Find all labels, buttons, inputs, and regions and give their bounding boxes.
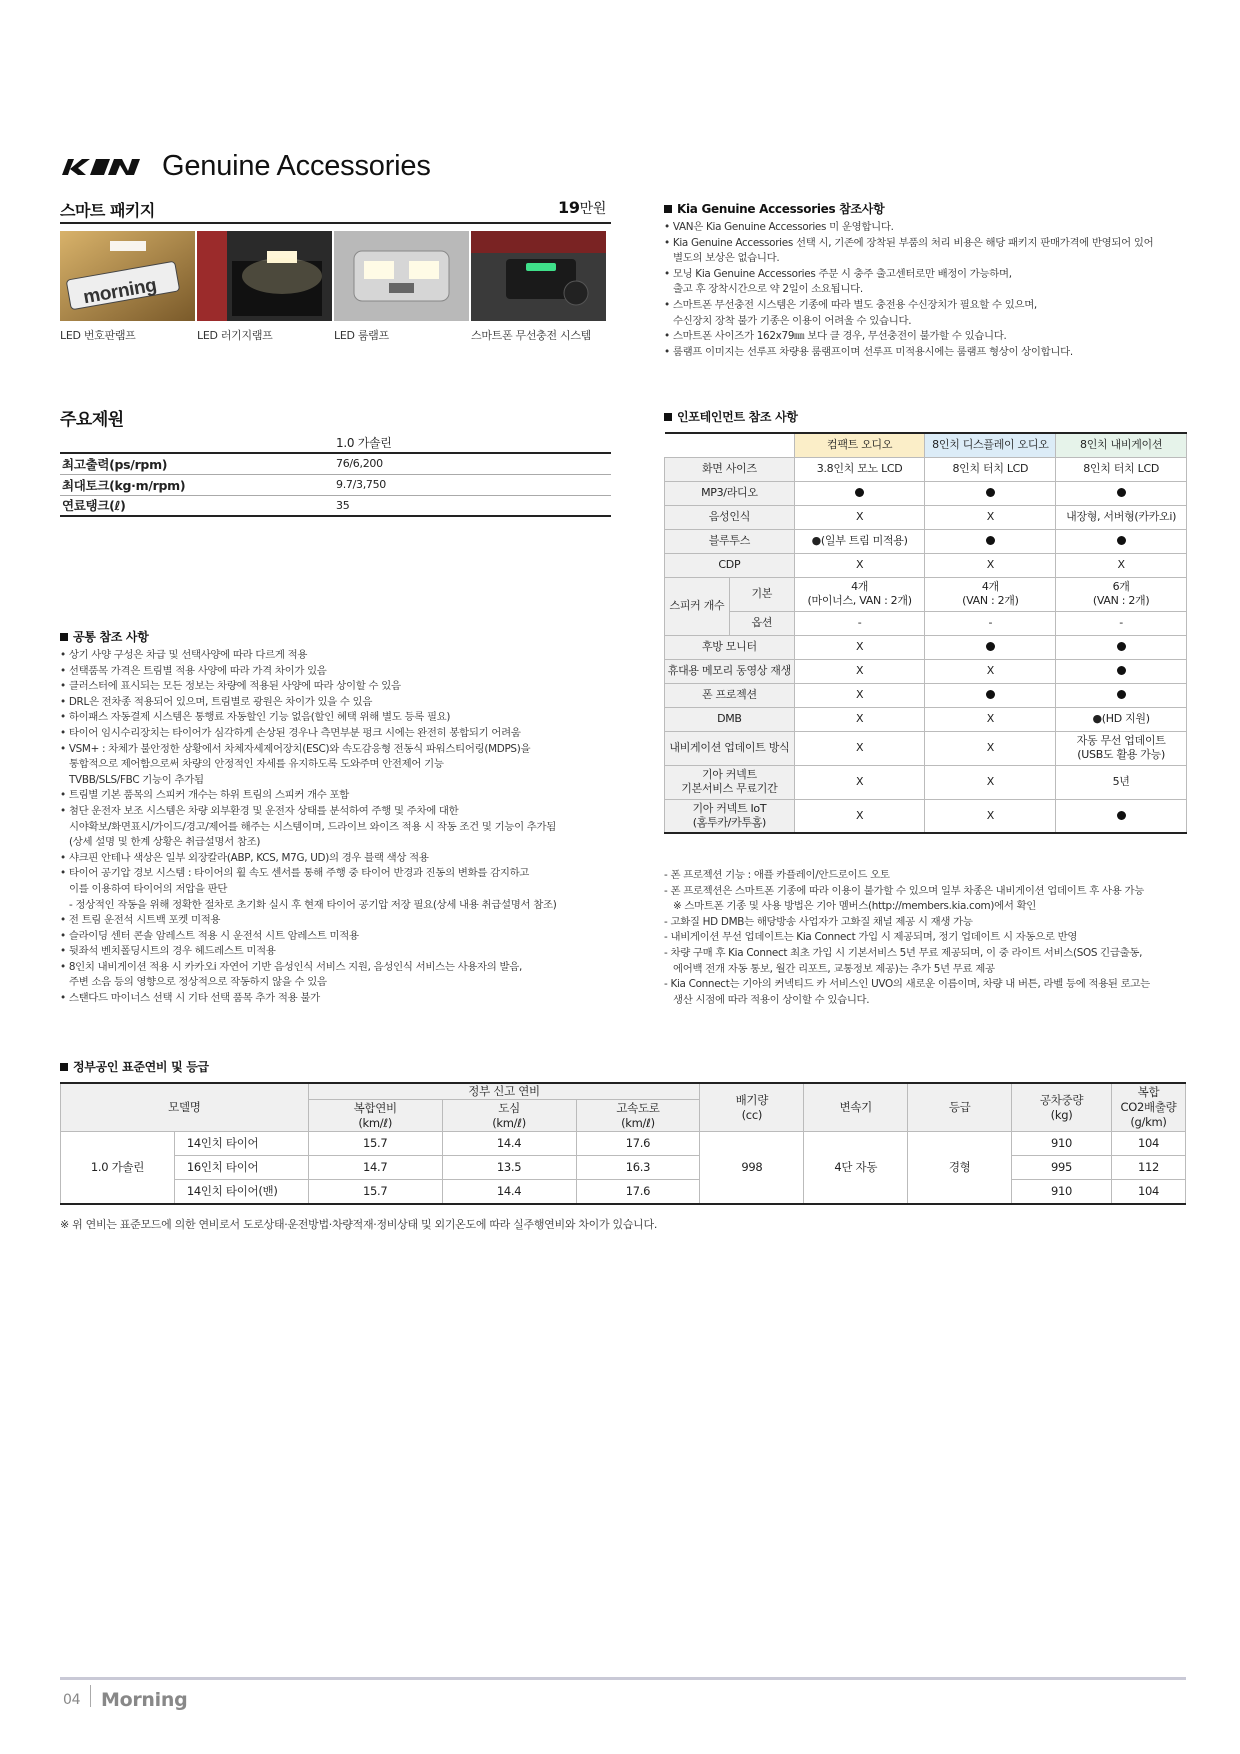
row-label: 음성인식 xyxy=(665,505,795,529)
note-line: - 차량 구매 후 Kia Connect 최초 가입 시 기본서비스 5년 무료 제공되며, 이 중 라이트 서비스(SOS 긴급출동, xyxy=(664,946,1143,959)
weight-cell: 910 xyxy=(1012,1180,1112,1204)
co2-cell: 104 xyxy=(1111,1132,1185,1156)
note-line: • 선택품목 가격은 트림별 적용 사양에 따라 가격 차이가 있음 xyxy=(60,664,327,677)
note-line: • 하이패스 자동결제 시스템은 통행료 자동할인 기능 없음(할인 혜택 위해 별도 등록 필요) xyxy=(60,711,451,724)
combined-cell: 15.7 xyxy=(308,1132,442,1156)
note-line: • 8인치 내비게이션 적용 시 카카오i 자연어 기반 음성인식 서비스 지원, 음성인식 서비스는 사용자의 발음, xyxy=(60,960,523,973)
spec-label: 연료탱크(ℓ) xyxy=(60,495,334,516)
wireless-charger-image-icon xyxy=(471,231,606,321)
co2-cell: 104 xyxy=(1111,1180,1185,1204)
feature-cell: X xyxy=(794,553,925,577)
feature-dot-cell xyxy=(1056,529,1187,553)
room-lamp-image-icon xyxy=(334,231,469,321)
feature-cell: 4개 (마이너스, VAN : 2개) xyxy=(794,577,925,611)
table-row xyxy=(665,635,1187,659)
fuel-title: 정부공인 표준연비 및 등급 xyxy=(60,1058,209,1075)
footer-model-name: Morning xyxy=(101,1689,188,1711)
kia-notes-list xyxy=(664,220,1153,360)
feature-cell: - xyxy=(925,611,1056,635)
note-line: 수신장치 장착 불가 기종은 이용이 어려울 수 있습니다. xyxy=(664,314,912,327)
feature-dot-cell xyxy=(1056,659,1187,683)
note-line: (상세 설명 및 한계 상황은 취급설명서 참조) xyxy=(60,836,261,849)
table-row xyxy=(665,577,1187,611)
note-line: • VAN은 Kia Genuine Accessories 미 운영합니다. xyxy=(664,221,894,233)
feature-dot-cell xyxy=(925,529,1056,553)
brand-header xyxy=(60,150,431,183)
row-label: 기아 커넥트 기본서비스 무료기간 xyxy=(665,765,795,799)
fuel-col-highway: 고속도로 (km/ℓ) xyxy=(576,1100,700,1132)
table-row xyxy=(665,611,1187,635)
kia-logo-icon xyxy=(60,155,148,179)
feature-cell: X xyxy=(925,799,1056,833)
fuel-col-weight: 공차중량 (kg) xyxy=(1012,1083,1112,1132)
price-number: 19 xyxy=(558,198,580,217)
row-sublabel: 옵션 xyxy=(729,611,794,635)
table-row xyxy=(61,1132,1186,1156)
feature-cell: 8인치 터치 LCD xyxy=(925,457,1056,481)
specs-table xyxy=(60,432,611,517)
page-title: Genuine Accessories xyxy=(162,150,431,182)
spec-label: 최대토크(kg·m/rpm) xyxy=(60,474,334,495)
highway-cell: 17.6 xyxy=(576,1132,700,1156)
table-row xyxy=(665,707,1187,731)
note-line: • 뒷좌석 벤치폴딩시트의 경우 헤드레스트 미적용 xyxy=(60,945,276,958)
row-label: 스피커 개수 xyxy=(665,577,730,635)
col-compact-audio: 컴팩트 오디오 xyxy=(794,433,925,457)
bullet-dot-icon xyxy=(986,690,995,699)
row-label: 휴대용 메모리 동영상 재생 xyxy=(665,659,795,683)
feature-dot-cell xyxy=(1056,683,1187,707)
infotainment-title: 인포테인먼트 참조 사항 xyxy=(664,408,798,425)
engine-cell: 1.0 가솔린 xyxy=(61,1132,175,1204)
combined-cell: 15.7 xyxy=(308,1180,442,1204)
note-line: • 타이어 임시수리장치는 타이어가 심각하게 손상된 경우나 측면부분 펑크 시에는 완전히 봉합되기 어려움 xyxy=(60,726,521,739)
feature-dot-cell xyxy=(1056,481,1187,505)
displacement-cell: 998 xyxy=(700,1132,804,1204)
tire-cell: 14인치 타이어(밴) xyxy=(174,1180,308,1204)
feature-cell: ●(일부 트림 미적용) xyxy=(794,529,925,553)
combined-cell: 14.7 xyxy=(308,1156,442,1180)
row-label: 화면 사이즈 xyxy=(665,457,795,481)
note-line: TVBB/SLS/FBC 기능이 추가됨 xyxy=(60,773,204,786)
grade-cell: 경형 xyxy=(908,1132,1012,1204)
table-row xyxy=(60,453,611,474)
common-notes-list xyxy=(60,648,556,1007)
transmission-cell: 4단 자동 xyxy=(804,1132,908,1204)
morning-badge: morning xyxy=(81,274,159,309)
highway-cell: 16.3 xyxy=(576,1156,700,1180)
row-label: 내비게이션 업데이트 방식 xyxy=(665,731,795,765)
note-line: • 상기 사양 구성은 차급 및 선택사양에 따라 다르게 적용 xyxy=(60,649,308,661)
feature-dot-cell xyxy=(925,635,1056,659)
table-row xyxy=(665,765,1187,799)
weight-cell: 910 xyxy=(1012,1132,1112,1156)
note-line: • 스마트폰 무선충전 시스템은 기종에 따라 별도 충전용 수신장치가 필요할 수 있으며, xyxy=(664,298,1037,311)
table-row xyxy=(665,457,1187,481)
row-sublabel: 기본 xyxy=(729,577,794,611)
note-line: - 내비게이션 무선 업데이트는 Kia Connect 가입 시 제공되며, 정기 업데이트 시 자동으로 반영 xyxy=(664,931,1078,944)
tire-cell: 16인치 타이어 xyxy=(174,1156,308,1180)
note-line: • 스마트폰 사이즈가 162x79㎜ 보다 클 경우, 무선충전이 불가할 수 있습니다. xyxy=(664,330,1007,343)
note-line: • 타이어 공기압 경보 시스템 : 타이어의 휠 속도 센서를 통해 주행 중 타이어 반경과 진동의 변화를 감지하고 xyxy=(60,867,530,880)
kia-notes-title: Kia Genuine Accessories 참조사항 xyxy=(664,200,884,217)
bullet-dot-icon xyxy=(855,488,864,497)
table-row xyxy=(60,474,611,495)
note-line: • Kia Genuine Accessories 선택 시, 기존에 장착된 부품의 처리 비용은 해당 패키지 판매가격에 반영되어 있어 xyxy=(664,236,1154,249)
bullet-dot-icon xyxy=(1117,536,1126,545)
feature-cell: X xyxy=(1056,553,1187,577)
note-line: 이를 이용하여 타이어의 저압을 판단 xyxy=(60,882,228,895)
col-display-audio: 8인치 디스플레이 오디오 xyxy=(925,433,1056,457)
spec-value: 9.7/3,750 xyxy=(334,474,611,495)
note-line: • 샤크핀 안테나 색상은 일부 외장칼라(ABP, KCS, M7G, UD)의 경우 블랙 색상 적용 xyxy=(60,851,429,864)
feature-cell: 5년 xyxy=(1056,765,1187,799)
fuel-header-row-1 xyxy=(61,1083,1186,1100)
thumb-wireless-charger xyxy=(471,231,606,321)
row-label: 폰 프로젝션 xyxy=(665,683,795,707)
thumb-led-license-lamp xyxy=(60,231,195,321)
feature-cell: X xyxy=(925,731,1056,765)
feature-cell: X xyxy=(794,635,925,659)
city-cell: 14.4 xyxy=(442,1180,576,1204)
fuel-col-grade: 등급 xyxy=(908,1083,1012,1132)
table-row xyxy=(665,683,1187,707)
feature-cell: X xyxy=(925,553,1056,577)
col-navigation: 8인치 내비게이션 xyxy=(1056,433,1187,457)
note-line: • 첨단 운전자 보조 시스템은 차량 외부환경 및 운전자 상태를 분석하여 주행 및 주차에 대한 xyxy=(60,804,459,817)
bullet-dot-icon xyxy=(986,642,995,651)
caption-led-luggage-lamp: LED 러기지램프 xyxy=(197,329,273,342)
feature-dot-cell xyxy=(1056,635,1187,659)
note-line: 생산 시점에 따라 적용이 상이할 수 있습니다. xyxy=(664,993,870,1006)
note-line: • VSM+ : 차체가 불안정한 상황에서 차체자세제어장치(ESC)와 속도감응형 전동식 파워스티어링(MDPS)을 xyxy=(60,742,531,755)
thumb-led-luggage-lamp xyxy=(197,231,332,321)
fuel-footnote: ※ 위 연비는 표준모드에 의한 연비로서 도로상태·운전방법·차량적재·정비상태 및 외기온도에 따라 실주행연비와 차이가 있습니다. xyxy=(60,1218,658,1231)
infotainment-notes-list xyxy=(664,868,1150,1008)
feature-cell: 8인치 터치 LCD xyxy=(1056,457,1187,481)
feature-dot-cell xyxy=(1056,799,1187,833)
fuel-col-displacement: 배기량 (cc) xyxy=(700,1083,804,1132)
note-line: - 정상적인 작동을 위해 정확한 절차로 초기화 실시 후 현재 타이어 공기압 저장 필요(상세 내용 취급설명서 참조) xyxy=(60,898,557,911)
row-label: CDP xyxy=(665,553,795,577)
luggage-lamp-image-icon xyxy=(197,231,332,321)
bullet-dot-icon xyxy=(986,536,995,545)
spec-value: 76/6,200 xyxy=(334,453,611,474)
bullet-dot-icon xyxy=(1117,666,1126,675)
footer-divider xyxy=(60,1677,1186,1680)
fuel-col-model: 모델명 xyxy=(61,1083,309,1132)
note-line: • 스탠다드 마이너스 선택 시 기타 선택 품목 추가 적용 불가 xyxy=(60,992,320,1005)
note-line: ※ 스마트폰 기종 및 사용 방법은 기아 멤버스(http://members.kia.com)에서 확인 xyxy=(664,900,1037,913)
specs-title: 주요제원 xyxy=(60,410,124,430)
feature-cell: X xyxy=(925,505,1056,529)
feature-cell: X xyxy=(925,765,1056,799)
row-label: DMB xyxy=(665,707,795,731)
fuel-col-transmission: 변속기 xyxy=(804,1083,908,1132)
feature-cell: 4개 (VAN : 2개) xyxy=(925,577,1056,611)
feature-cell: - xyxy=(794,611,925,635)
specs-column-header: 1.0 가솔린 xyxy=(334,432,611,453)
table-row xyxy=(60,495,611,516)
note-line: • 룸램프 이미지는 선루프 차량용 룸램프이며 선루프 미적용시에는 룸램프 형상이 상이합니다. xyxy=(664,345,1073,358)
note-line: • 트림별 기본 품목의 스피커 개수는 하위 트림의 스피커 개수 포함 xyxy=(60,789,350,802)
note-line: • 전 트림 운전석 시트백 포켓 미적용 xyxy=(60,914,221,927)
tire-cell: 14인치 타이어 xyxy=(174,1132,308,1156)
feature-dot-cell xyxy=(794,481,925,505)
bullet-dot-icon xyxy=(1117,642,1126,651)
caption-wireless-charger: 스마트폰 무선충전 시스템 xyxy=(471,329,591,342)
table-row xyxy=(665,529,1187,553)
table-row xyxy=(665,481,1187,505)
bullet-dot-icon xyxy=(1117,811,1126,820)
note-line: • 클러스터에 표시되는 모든 정보는 차량에 적용된 사양에 따라 상이할 수 있음 xyxy=(60,680,401,693)
infotainment-table xyxy=(664,432,1187,834)
note-line: • 슬라이딩 센터 콘솔 암레스트 적용 시 운전석 시트 암레스트 미적용 xyxy=(60,929,359,942)
note-line: - Kia Connect는 기아의 커넥티드 카 서비스인 UVO의 새로운 이름이며, 차량 내 버튼, 라벨 등에 적용된 로고는 xyxy=(664,978,1150,991)
table-row xyxy=(665,553,1187,577)
note-line: - 고화질 HD DMB는 해당방송 사업자가 고화질 채널 제공 시 재생 가능 xyxy=(664,915,973,928)
bullet-dot-icon xyxy=(1117,488,1126,497)
note-line: - 폰 프로젝션 기능 : 애플 카플레이/안드로이드 오토 xyxy=(664,869,890,881)
weight-cell: 995 xyxy=(1012,1156,1112,1180)
feature-cell: X xyxy=(794,659,925,683)
co2-cell: 112 xyxy=(1111,1156,1185,1180)
row-label: 후방 모니터 xyxy=(665,635,795,659)
row-label: 블루투스 xyxy=(665,529,795,553)
fuel-table xyxy=(60,1082,1186,1205)
feature-cell: X xyxy=(794,505,925,529)
feature-cell: X xyxy=(794,731,925,765)
page-number: 04 xyxy=(63,1692,81,1708)
specs-header-row xyxy=(60,432,611,453)
fuel-col-city: 도심 (km/ℓ) xyxy=(442,1100,576,1132)
city-cell: 14.4 xyxy=(442,1132,576,1156)
feature-cell: - xyxy=(1056,611,1187,635)
note-line: - 폰 프로젝션은 스마트폰 기종에 따라 이용이 불가할 수 있으며 일부 차종은 내비게이션 업데이트 후 사용 가능 xyxy=(664,884,1144,897)
note-line: 에어백 전개 자동 통보, 월간 리포트, 교통정보 제공)는 추가 5년 무료 제공 xyxy=(664,962,995,975)
note-line: 출고 후 장착시간으로 약 2일이 소요됩니다. xyxy=(664,283,863,296)
license-lamp-image-icon xyxy=(60,231,195,321)
footer-separator xyxy=(90,1685,91,1707)
infotainment-header-row xyxy=(665,433,1187,457)
spec-value: 35 xyxy=(334,495,611,516)
smart-package-price xyxy=(558,198,606,218)
table-row xyxy=(665,799,1187,833)
caption-led-license-lamp: LED 번호판램프 xyxy=(60,329,136,342)
fuel-col-group: 정부 신고 연비 xyxy=(308,1083,700,1100)
feature-cell: ●(HD 지원) xyxy=(1056,707,1187,731)
table-row xyxy=(61,1156,1186,1180)
feature-cell: 자동 무선 업데이트 (USB도 활용 가능) xyxy=(1056,731,1187,765)
section-divider xyxy=(60,222,611,224)
price-unit: 만원 xyxy=(579,201,607,217)
feature-cell: 6개 (VAN : 2개) xyxy=(1056,577,1187,611)
fuel-col-combined: 복합연비 (km/ℓ) xyxy=(308,1100,442,1132)
row-label: 기아 커넥트 IoT (홈투카/카투홈) xyxy=(665,799,795,833)
thumb-led-room-lamp xyxy=(334,231,469,321)
row-label: MP3/라디오 xyxy=(665,481,795,505)
feature-cell: X xyxy=(794,683,925,707)
feature-cell: X xyxy=(794,765,925,799)
table-row xyxy=(665,505,1187,529)
highway-cell: 17.6 xyxy=(576,1180,700,1204)
feature-cell: X xyxy=(794,707,925,731)
table-row xyxy=(61,1180,1186,1204)
feature-cell: 내장형, 서버형(카카오i) xyxy=(1056,505,1187,529)
common-notes-title: 공통 참조 사항 xyxy=(60,628,149,645)
smart-package-title: 스마트 패키지 xyxy=(60,201,155,220)
feature-dot-cell xyxy=(925,481,1056,505)
feature-cell: 3.8인치 모노 LCD xyxy=(794,457,925,481)
feature-cell: X xyxy=(925,659,1056,683)
feature-dot-cell xyxy=(925,683,1056,707)
note-line: • 모닝 Kia Genuine Accessories 주문 시 충주 출고센터로만 배정이 가능하며, xyxy=(664,267,1012,280)
note-line: 주변 소음 등의 영향으로 정상적으로 작동하지 않을 수 있음 xyxy=(60,976,327,989)
feature-cell: X xyxy=(925,707,1056,731)
note-line: 통합적으로 제어함으로써 차량의 안정적인 자세를 유지하도록 도와주며 안전제어 기능 xyxy=(60,758,444,771)
table-row xyxy=(665,731,1187,765)
caption-led-room-lamp: LED 룸램프 xyxy=(334,329,389,342)
fuel-col-co2: 복합 CO2배출량 (g/km) xyxy=(1111,1083,1185,1132)
note-line: 별도의 보상은 없습니다. xyxy=(664,252,780,265)
bullet-dot-icon xyxy=(986,488,995,497)
city-cell: 13.5 xyxy=(442,1156,576,1180)
bullet-dot-icon xyxy=(1117,690,1126,699)
note-line: 시야확보/화면표시/가이드/경고/제어를 해주는 시스템이며, 드라이브 와이즈 적용 시 작동 조건 및 기능이 추가됨 xyxy=(60,820,557,833)
table-row xyxy=(665,659,1187,683)
spec-label: 최고출력(ps/rpm) xyxy=(60,453,334,474)
note-line: • DRL은 전차종 적용되어 있으며, 트림별로 광원은 차이가 있을 수 있음 xyxy=(60,695,373,708)
feature-cell: X xyxy=(794,799,925,833)
